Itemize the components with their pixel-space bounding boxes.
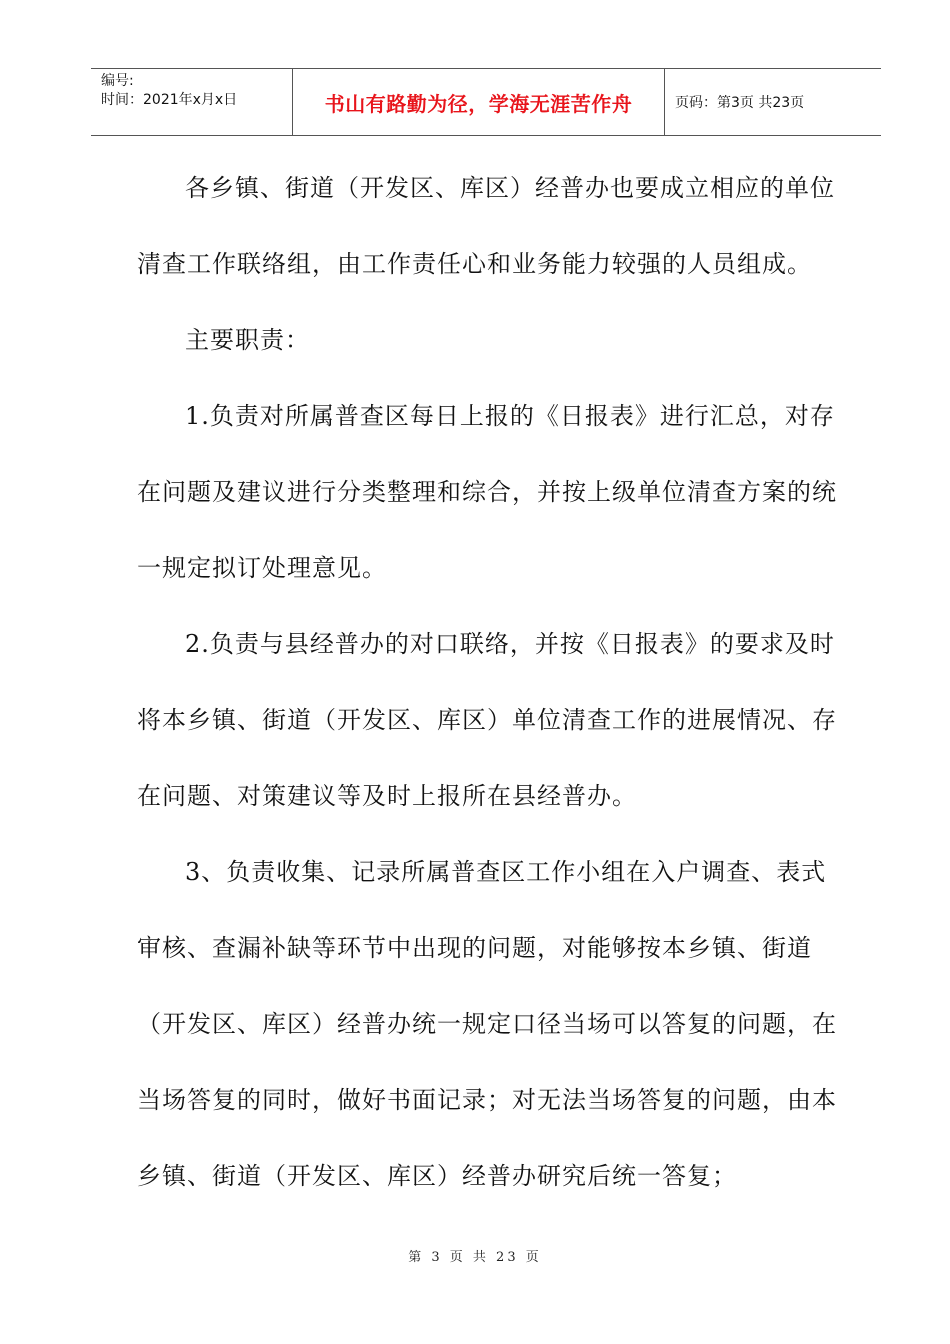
paragraph-3: 1.负责对所属普查区每日上报的《日报表》进行汇总，对存在问题及建议进行分类整理和综合，并按上级单位清查方案的统一规定拟订处理意见。 [137, 402, 837, 582]
paragraph-5: 3、负责收集、记录所属普查区工作小组在入户调查、表式审核、查漏补缺等环节中出现的问题，对能够按本乡镇、街道（开发区、库区）经普办统一规定口径当场可以答复的问题，在当场答复的同时，做好书面记录；对无法当场答复的问题，由本乡镇、街道（开发区、库区）经普办研究后统一答复； [137, 858, 837, 1190]
header-page-label: 页码：第3页 共23页 [675, 95, 805, 111]
header-motto: 书山有路勤为径，学海无涯苦作舟 [293, 69, 665, 135]
header-meta [91, 69, 293, 135]
document-body [137, 150, 837, 1214]
paragraph-2: 主要职责： [185, 326, 310, 354]
time-label: 时间：2021年x月x日 [101, 92, 238, 108]
paragraph-4: 2.负责与县经普办的对口联络，并按《日报表》的要求及时将本乡镇、街道（开发区、库区）单位清查工作的进展情况、存在问题、对策建议等及时上报所在县经普办。 [137, 630, 837, 810]
page-footer: 第 3 页 共 23 页 [408, 1250, 542, 1265]
paragraph-1: 各乡镇、街道（开发区、库区）经普办也要成立相应的单位清查工作联络组，由工作责任心和业务能力较强的人员组成。 [137, 174, 835, 278]
code-label: 编号: [101, 73, 134, 89]
page-header [91, 68, 881, 136]
